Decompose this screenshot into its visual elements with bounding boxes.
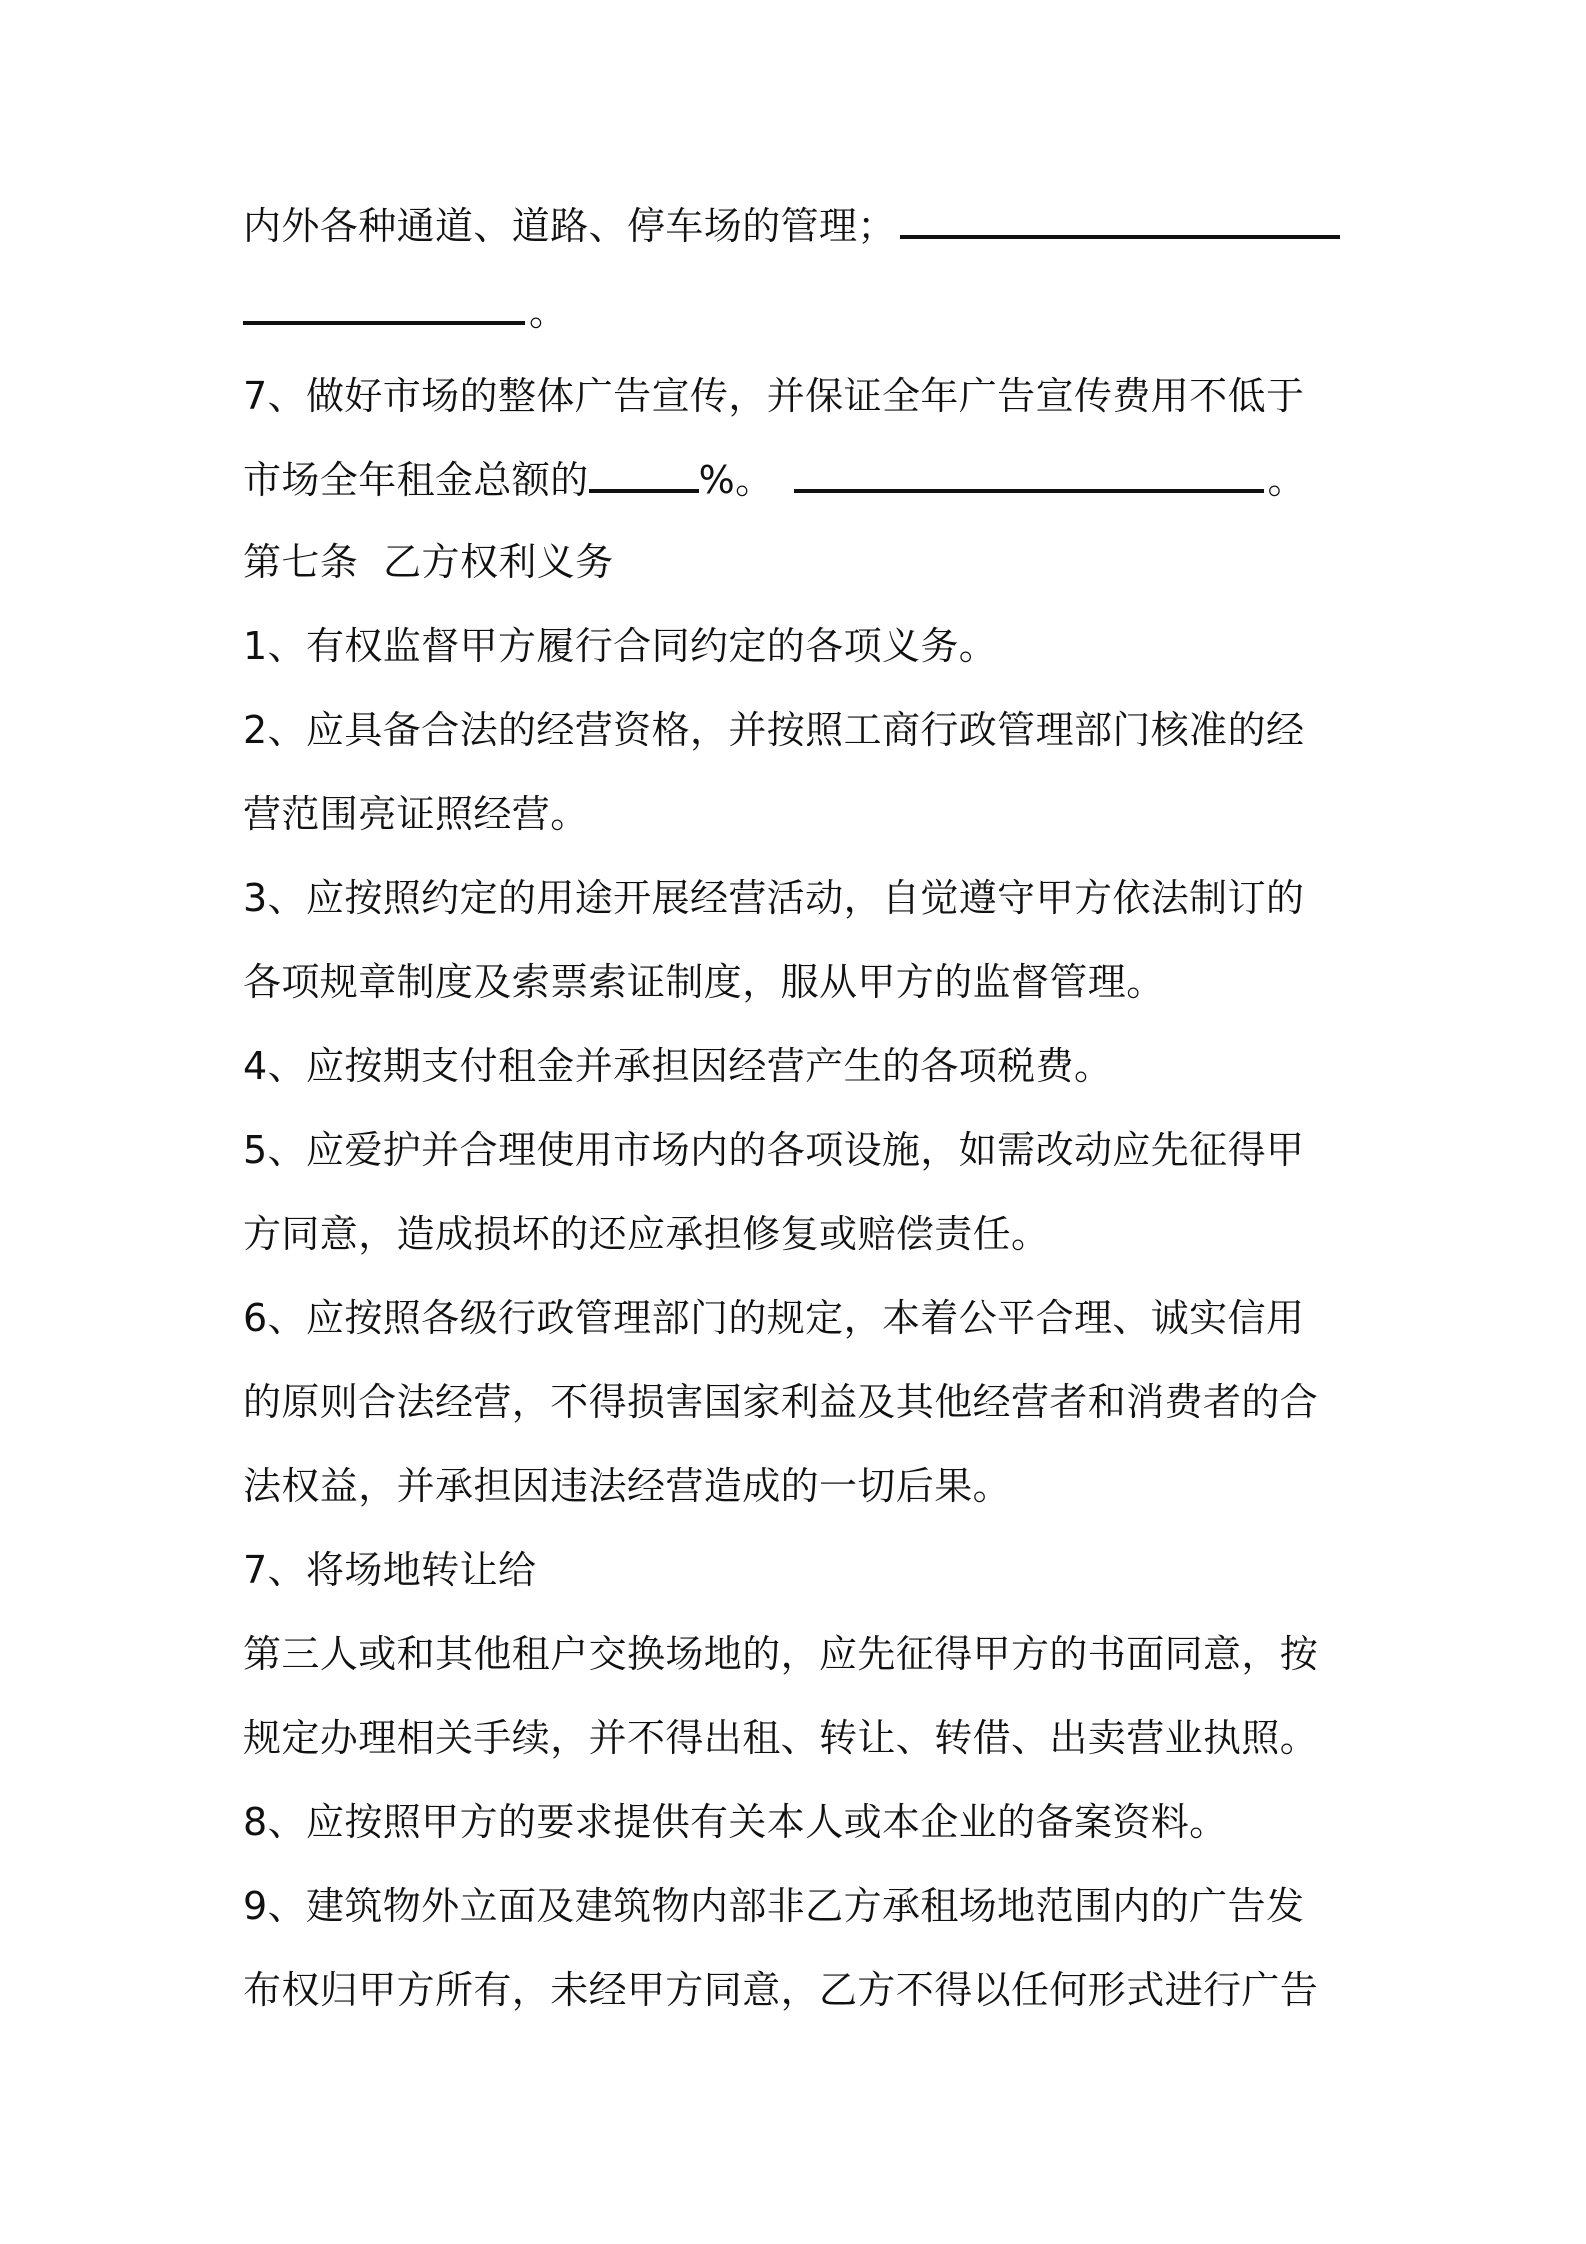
line-text: 4、应按期支付租金并承担因经营产生的各项税费。 (243, 1044, 1113, 1088)
text-line (243, 1792, 1228, 1852)
line-text: 的原则合法经营，不得损害国家利益及其他经营者和消费者的合 (243, 1380, 1319, 1424)
text-line (243, 868, 1304, 928)
text-line (243, 1288, 1304, 1348)
fill-in-blank (243, 287, 525, 325)
line-text: 第三人或和其他租户交换场地的，应先征得甲方的书面同意，按 (243, 1632, 1319, 1676)
text-line (243, 784, 589, 844)
line-text: 方同意，造成损坏的还应承担修复或赔偿责任。 (243, 1212, 1050, 1256)
text-line (243, 366, 1304, 426)
line-text: 。 (529, 290, 568, 334)
text-line (243, 450, 1306, 510)
text-line (243, 1624, 1318, 1684)
text-line (243, 1708, 1318, 1768)
line-text: 7、将场地转让给 (243, 1548, 537, 1592)
text-line (243, 1876, 1304, 1936)
line-text: 营范围亮证照经营。 (243, 792, 589, 836)
fill-in-blank (794, 455, 1264, 493)
text-line (243, 700, 1304, 760)
line-text: 内外各种通道、道路、停车场的管理； (243, 204, 896, 248)
text-line (243, 1036, 1112, 1096)
text-line (243, 1372, 1318, 1432)
text-line (243, 1456, 1011, 1516)
line-text: 8、应按照甲方的要求提供有关本人或本企业的备案资料。 (243, 1800, 1228, 1844)
text-line (243, 1120, 1304, 1180)
text-line (243, 1204, 1049, 1264)
line-text: 3、应按照约定的用途开展经营活动，自觉遵守甲方依法制订的 (243, 876, 1305, 920)
section-heading (243, 532, 614, 592)
line-text: 5、应爱护并合理使用市场内的各项设施，如需改动应先征得甲 (243, 1128, 1305, 1172)
line-text: 9、建筑物外立面及建筑物内部非乙方承租场地范围内的广告发 (243, 1884, 1305, 1928)
line-text: 法权益，并承担因违法经营造成的一切后果。 (243, 1464, 1012, 1508)
text-line (243, 616, 997, 676)
line-text: 。 (1267, 458, 1306, 502)
line-text: %。 (698, 458, 774, 502)
text-line (243, 952, 1165, 1012)
line-text: 第七条 乙方权利义务 (243, 540, 614, 584)
line-text: 2、应具备合法的经营资格，并按照工商行政管理部门核准的经 (243, 708, 1305, 752)
fill-in-blank (900, 201, 1340, 239)
line-text: 规定办理相关手续，并不得出租、转让、转借、出卖营业执照。 (243, 1716, 1319, 1760)
fill-in-blank (589, 455, 699, 493)
text-line (243, 1540, 536, 1600)
line-text: 7、做好市场的整体广告宣传，并保证全年广告宣传费用不低于 (243, 374, 1305, 418)
text-line (243, 282, 567, 342)
line-text: 布权归甲方所有，未经甲方同意，乙方不得以任何形式进行广告 (243, 1968, 1319, 2012)
line-text: 市场全年租金总额的 (243, 458, 589, 502)
line-text: 各项规章制度及索票索证制度，服从甲方的监督管理。 (243, 960, 1165, 1004)
line-text: 1、有权监督甲方履行合同约定的各项义务。 (243, 624, 998, 668)
text-line (243, 196, 1344, 256)
text-line (243, 1960, 1318, 2020)
line-text: 6、应按照各级行政管理部门的规定，本着公平合理、诚实信用 (243, 1296, 1305, 1340)
